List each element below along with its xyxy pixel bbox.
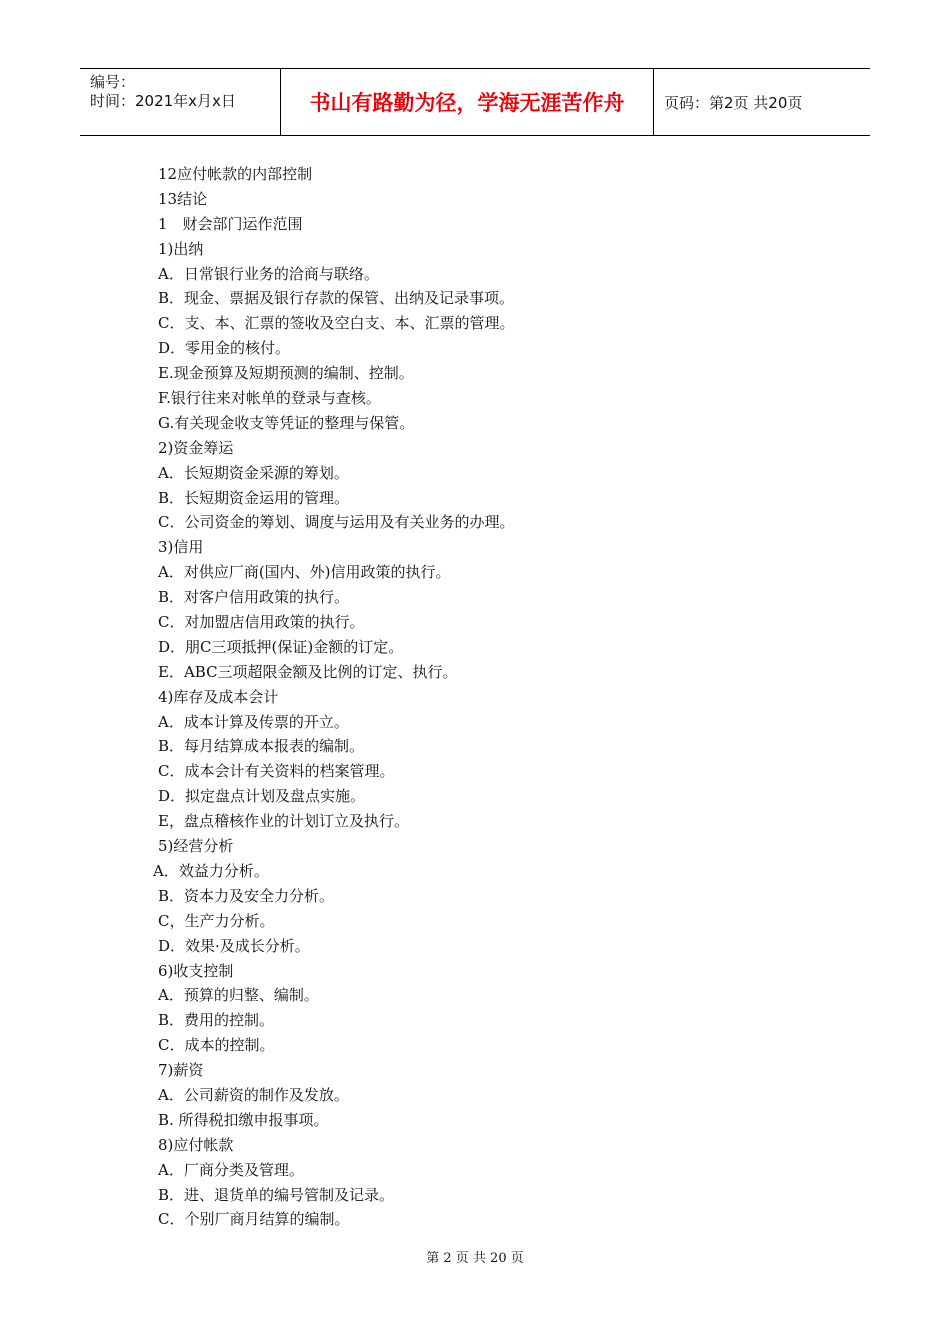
text-line: G.有关现金收支等凭证的整理与保管。 bbox=[158, 413, 415, 432]
text-line: 8)应付帐款 bbox=[158, 1135, 234, 1154]
text-line: 1 财会部门运作范围 bbox=[158, 214, 303, 233]
text-line: 12应付帐款的内部控制 bbox=[158, 165, 313, 183]
text-line: D．拟定盘点计划及盘点实施。 bbox=[158, 787, 366, 806]
time-label: 时间：2021年x月x日 bbox=[90, 92, 236, 110]
text-line: C．成本会计有关资料的档案管理。 bbox=[158, 762, 395, 781]
text-line: A．对供应厂商(国内、外)信用政策的执行。 bbox=[158, 563, 451, 582]
text-line: C．个别厂商月结算的编制。 bbox=[158, 1210, 350, 1229]
text-line: 13结论 bbox=[158, 189, 208, 208]
text-line: C．公司资金的筹划、调度与运用及有关业务的办理。 bbox=[158, 513, 515, 532]
header-meta bbox=[80, 69, 281, 135]
text-line: C，生产力分析。 bbox=[158, 911, 275, 930]
text-line: D．零用金的核付。 bbox=[158, 339, 291, 358]
text-line: 4)库存及成本会计 bbox=[158, 687, 279, 706]
text-line: C．成本的控制。 bbox=[158, 1036, 275, 1055]
text-line: A．成本计算及传票的开立。 bbox=[158, 712, 349, 731]
text-line: E.现金预算及短期预测的编制、控制。 bbox=[158, 364, 414, 383]
text-line: F.银行往来对帐单的登录与查核。 bbox=[158, 389, 381, 408]
text-line: D．效果·及成长分析。 bbox=[158, 936, 310, 955]
text-line: E．ABC三项超限金额及比例的订定、执行。 bbox=[158, 662, 458, 681]
text-line: A．效益力分析。 bbox=[153, 861, 269, 880]
header-motto: 书山有路勤为径，学海无涯苦作舟 bbox=[281, 69, 654, 135]
header-page-info: 页码：第2页 共20页 bbox=[664, 93, 803, 112]
number-label: 编号： bbox=[90, 73, 136, 91]
text-line: C．支、本、汇票的签收及空白支、本、汇票的管理。 bbox=[158, 314, 515, 333]
text-line: 7)薪资 bbox=[158, 1061, 204, 1080]
text-line: B．每月结算成本报表的编制。 bbox=[158, 737, 365, 756]
text-line: D．朋C三项抵押(保证)金额的订定。 bbox=[158, 637, 404, 656]
text-line: B．进、退货单的编号管制及记录。 bbox=[158, 1185, 395, 1204]
text-line: C．对加盟店信用政策的执行。 bbox=[158, 613, 365, 632]
text-line: B．资本力及安全力分析。 bbox=[158, 886, 335, 905]
text-line: B．现金、票据及银行存款的保管、出纳及记录事项。 bbox=[158, 289, 515, 308]
page-footer: 第 2 页 共 20 页 bbox=[426, 1251, 524, 1266]
text-line: 5)经营分析 bbox=[158, 837, 234, 856]
text-line: B．费用的控制。 bbox=[158, 1011, 275, 1030]
document-body bbox=[153, 162, 798, 1232]
text-line: B. 所得税扣缴申报事项。 bbox=[158, 1110, 329, 1129]
page-header bbox=[80, 68, 870, 136]
text-line: B．长短期资金运用的管理。 bbox=[158, 488, 350, 507]
text-line: B．对客户信用政策的执行。 bbox=[158, 588, 350, 607]
text-line: 1)出纳 bbox=[158, 239, 204, 258]
text-line: A．公司薪资的制作及发放。 bbox=[158, 1085, 349, 1104]
text-line: A．日常银行业务的洽商与联络。 bbox=[158, 264, 379, 283]
text-line: 2)资金筹运 bbox=[158, 438, 234, 457]
text-line: A．厂商分类及管理。 bbox=[158, 1160, 304, 1179]
text-line: A．预算的归整、编制。 bbox=[158, 986, 319, 1005]
text-line: 3)信用 bbox=[158, 538, 204, 557]
text-line: 6)收支控制 bbox=[158, 961, 234, 980]
text-line: A．长短期资金采源的筹划。 bbox=[158, 463, 349, 482]
text-line: E，盘点稽核作业的计划订立及执行。 bbox=[158, 812, 409, 831]
